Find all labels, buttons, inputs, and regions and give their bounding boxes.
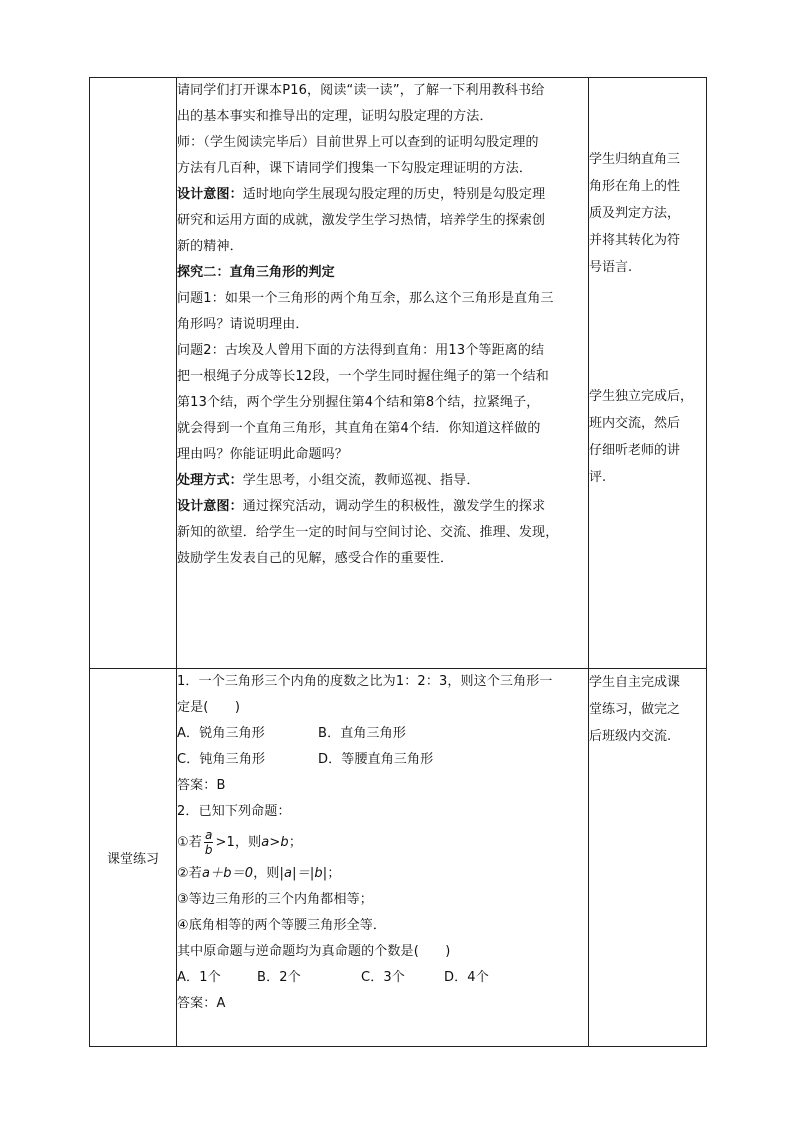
question2-line: 第13个结，两个学生分别握住第4个结和第8个结，拉紧绳子， (177, 395, 540, 410)
exercise1-answer: 答案：B (177, 778, 226, 793)
row-label-cell-empty (90, 78, 177, 669)
exercise1-line: 1．一个三角形三个内角的度数之比为1：2：3，则这个三角形一 (177, 674, 553, 689)
intro-line: 请同学们打开课本P16，阅读“读一读”，了解一下利用教科书给 (177, 83, 545, 98)
table-row (90, 78, 707, 669)
exercise1-line: 定是( ) (177, 700, 241, 715)
question2-line: 问题2：古埃及人曾用下面的方法得到直角：用13个等距离的结 (177, 343, 545, 358)
explore-heading: 探究二：直角三角形的判定 (177, 265, 335, 280)
activity-note-line: 班内交流，然后 (589, 416, 681, 431)
question1-line: 问题1：如果一个三角形的两个角互余，那么这个三角形是直角三 (177, 291, 554, 306)
intro-line: 方法有几百种，课下请同学们搜集一下勾股定理证明的方法． (177, 161, 533, 176)
student-activity-cell (589, 78, 707, 669)
exercise1-options-row (177, 721, 588, 747)
activity-note-line: 号语言. (589, 260, 633, 275)
question2-line: 理由吗？你能证明此命题吗？ (177, 447, 348, 462)
lesson-plan-table (89, 77, 707, 1047)
intro-line: 师：（学生阅读完毕后）目前世界上可以查到的证明勾股定理的 (177, 135, 539, 150)
activity-note-line: 学生独立完成后， (589, 389, 694, 404)
exercise2-options-row (177, 965, 588, 991)
method-line: 处理方式：学生思考，小组交流，教师巡视、指导． (177, 473, 480, 488)
exercise1-options-row (177, 747, 588, 773)
method-label: 处理方式： (177, 473, 243, 488)
teaching-content-cell (177, 78, 589, 669)
design-intent-label: 设计意图： (177, 499, 243, 514)
student-activity-cell (589, 669, 707, 1047)
option-b: B．直角三角形 (318, 726, 406, 741)
option-d: D．等腰直角三角形 (318, 752, 434, 767)
proposition-2: ②若a＋b＝0，则|a|＝|b|； (177, 866, 341, 881)
option-c: C．钝角三角形 (177, 752, 266, 767)
intro-line: 出的基本事实和推导出的定理，证明勾股定理的方法． (177, 109, 493, 124)
activity-note-line: 学生自主完成课 (589, 675, 681, 690)
fraction: $\frac{a}{b}$ (204, 828, 213, 857)
question1-line: 角形吗？请说明理由． (177, 317, 309, 332)
proposition-3: ③等边三角形的三个内角都相等； (177, 892, 373, 907)
activity-note-line: 仔细听老师的讲 (589, 443, 681, 458)
option-a: A．锐角三角形 (177, 726, 265, 741)
design-intent-line: 设计意图：适时地向学生展现勾股定理的历史，特别是勾股定理 (177, 187, 546, 202)
question2-line: 把一根绳子分成等长12段，一个学生同时握住绳子的第一个结和 (177, 369, 549, 384)
option-d: D．4个 (444, 970, 489, 985)
section-label: 课堂练习 (90, 669, 177, 1047)
activity-note-line: 角形在角上的性 (589, 179, 681, 194)
exercise2-answer: 答案：A (177, 996, 226, 1011)
proposition-1: ①若 $\frac{a}{b}$ >1，则a>b； (177, 828, 302, 857)
design-intent-line: 设计意图：通过探究活动，调动学生的积极性，激发学生的探求 (177, 499, 546, 514)
activity-note-line: 评. (589, 470, 607, 485)
activity-note-line: 学生归纳直角三 (589, 152, 681, 167)
design-intent-label: 设计意图： (177, 187, 243, 202)
activity-note-line: 质及判定方法， (589, 206, 681, 221)
question2-line: 就会得到一个直角三角形，其直角在第4个结．你知道这样做的 (177, 421, 541, 436)
design-intent-line: 新的精神． (177, 239, 243, 254)
activity-note-line: 堂练习，做完之 (589, 702, 681, 717)
exercise-content-cell (177, 669, 589, 1047)
option-b: B．2个 (257, 970, 301, 985)
activity-note-line: 后班级内交流. (589, 729, 672, 744)
proposition-4: ④底角相等的两个等腰三角形全等． (177, 918, 387, 933)
option-a: A．1个 (177, 970, 221, 985)
table-row (90, 669, 707, 1047)
exercise2-question: 其中原命题与逆命题均为真命题的个数是( ) (177, 944, 451, 959)
option-c: C．3个 (361, 970, 405, 985)
exercise2-intro: 2．已知下列命题： (177, 804, 291, 819)
design-intent-line: 研究和运用方面的成就，激发学生学习热情，培养学生的探索创 (177, 213, 546, 228)
design-intent-line: 新知的欲望．给学生一定的时间与空间讨论、交流、推理、发现， (177, 525, 559, 540)
activity-note-line: 并将其转化为符 (589, 233, 681, 248)
design-intent-line: 鼓励学生发表自己的见解，感受合作的重要性． (177, 551, 454, 566)
